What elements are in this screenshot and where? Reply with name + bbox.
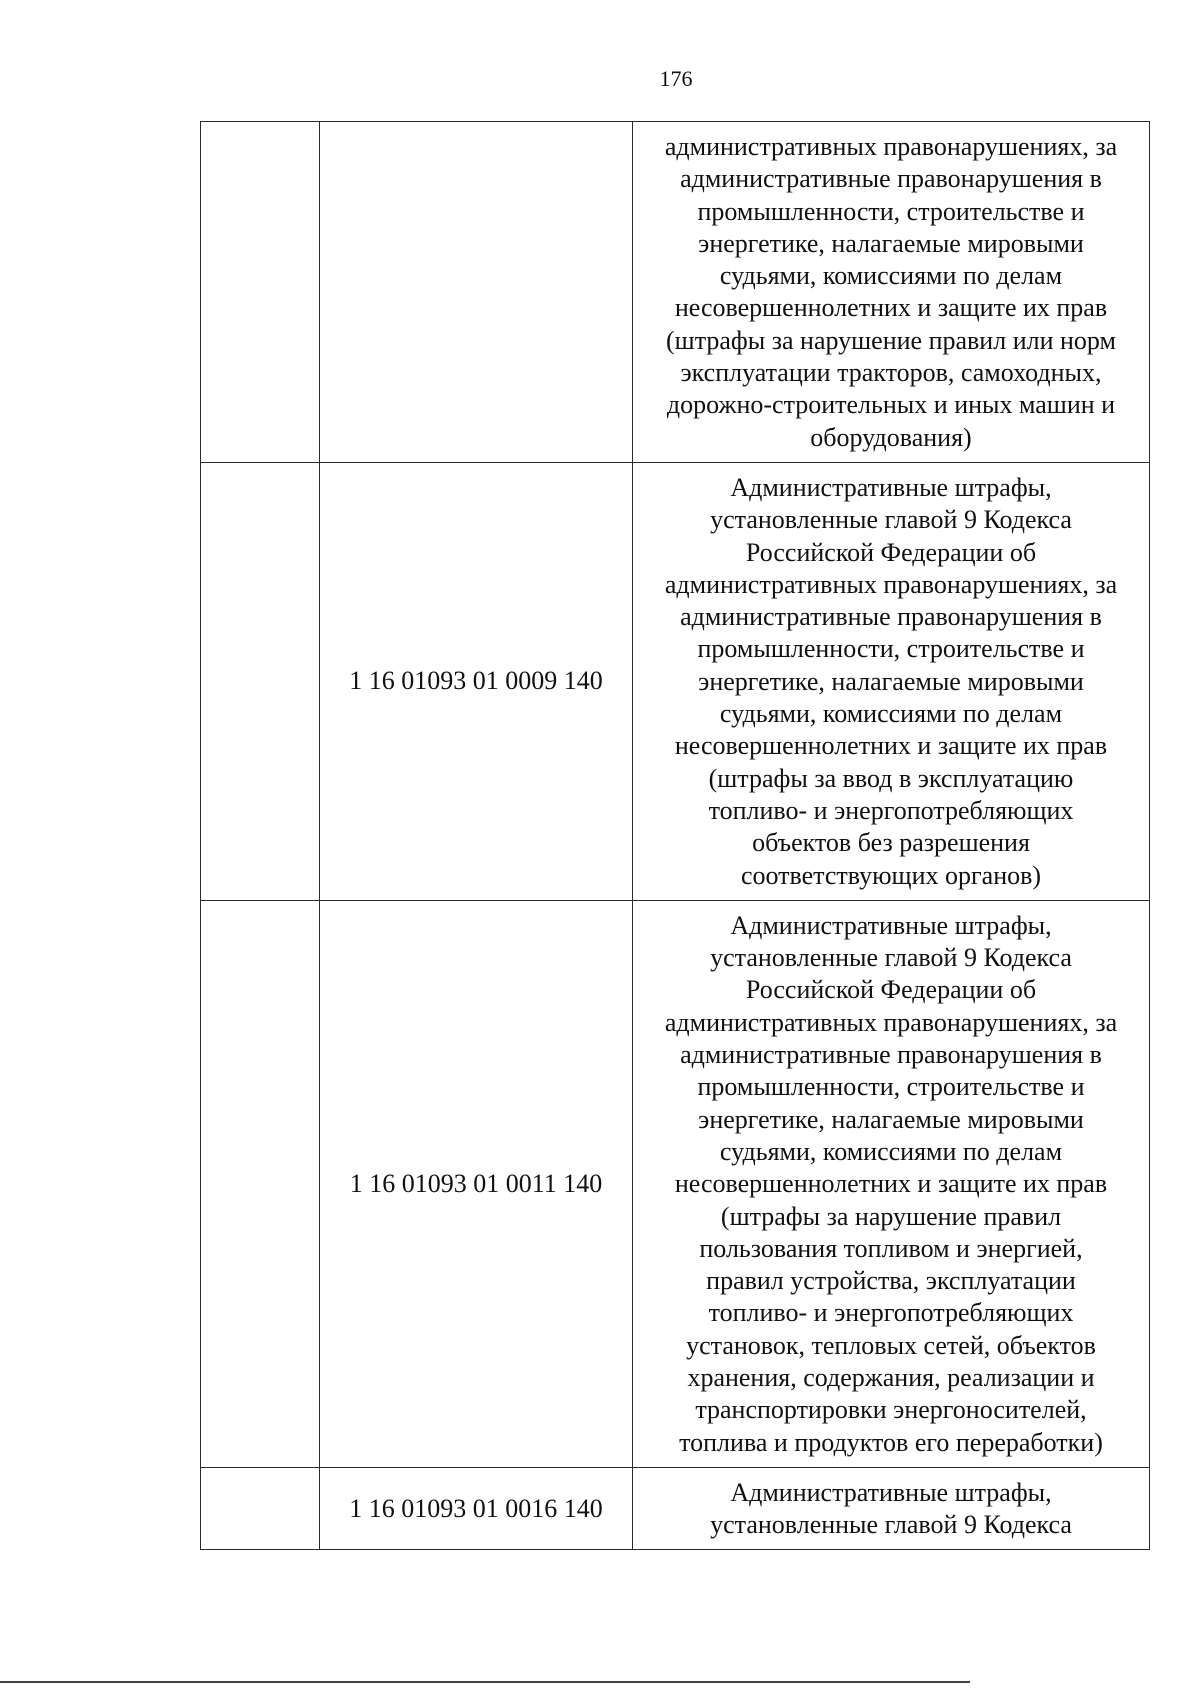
- income-name-line: Российской Федерации об: [745, 975, 1037, 1005]
- income-name-line: Административные штрафы,: [730, 910, 1052, 940]
- income-name-line: (штрафы за ввод в эксплуатацию: [708, 763, 1074, 793]
- income-name-line: промышленности, строительстве и: [697, 1072, 1085, 1102]
- income-name-line: оборудования): [810, 422, 972, 452]
- income-name-cell: [633, 122, 1150, 463]
- table-body: [201, 122, 1150, 1550]
- row-number-cell: [201, 1467, 320, 1550]
- budget-code-cell: 1 16 01093 01 0011 140: [320, 900, 633, 1467]
- bottom-rule: [0, 1681, 970, 1683]
- budget-code-cell: 1 16 01093 01 0016 140: [320, 1467, 633, 1550]
- table-row: [201, 1467, 1150, 1550]
- income-name-line: правил устройства, эксплуатации: [706, 1266, 1076, 1296]
- income-name-line: установленные главой 9 Кодекса: [710, 505, 1072, 535]
- income-name-line: судьями, комиссиями по делам: [719, 261, 1063, 291]
- income-name-cell: [633, 900, 1150, 1467]
- income-name-line: топливо- и энергопотребляющих: [708, 1298, 1074, 1328]
- income-name-line: несовершеннолетних и защите их прав: [674, 293, 1108, 323]
- budget-classification-table: [200, 121, 1150, 1550]
- income-name-line: эксплуатации тракторов, самоходных,: [680, 358, 1102, 388]
- income-name-line: соответствующих органов): [740, 860, 1042, 890]
- income-name-line: судьями, комиссиями по делам: [719, 1136, 1063, 1166]
- row-number-cell: [201, 900, 320, 1467]
- income-name-line: промышленности, строительстве и: [697, 196, 1085, 226]
- income-name-line: административных правонарушениях, за: [664, 132, 1118, 161]
- income-name-line: Административные штрафы,: [730, 1477, 1052, 1507]
- income-name-line: топлива и продуктов его переработки): [679, 1427, 1103, 1457]
- income-name-line: административных правонарушениях, за: [664, 1007, 1118, 1037]
- row-number-cell: [201, 122, 320, 463]
- income-name-line: административные правонарушения в: [680, 1040, 1102, 1070]
- row-number-cell: [201, 462, 320, 900]
- income-name-line: установленные главой 9 Кодекса: [710, 943, 1072, 973]
- table-row: [201, 462, 1150, 900]
- income-name-line: (штрафы за нарушение правил или норм: [666, 325, 1116, 355]
- income-name-line: топливо- и энергопотребляющих: [708, 795, 1074, 825]
- income-name-line: административных правонарушениях, за: [664, 569, 1118, 599]
- income-name-line: объектов без разрешения: [752, 828, 1030, 858]
- income-name-line: несовершеннолетних и защите их прав: [674, 1169, 1108, 1199]
- page-number: 176: [659, 66, 693, 91]
- income-name-line: энергетике, налагаемые мировыми: [698, 666, 1084, 696]
- income-name-line: промышленности, строительстве и: [697, 634, 1085, 664]
- budget-code-cell: 1 16 01093 01 0009 140: [320, 462, 633, 900]
- income-name-line: энергетике, налагаемые мировыми: [698, 1104, 1084, 1134]
- budget-code-cell: [320, 122, 633, 463]
- income-name-line: судьями, комиссиями по делам: [719, 699, 1063, 729]
- income-name-line: дорожно-строительных и иных машин и: [666, 390, 1116, 420]
- income-name-line: транспортировки энергоносителей,: [695, 1395, 1087, 1425]
- income-name-line: энергетике, налагаемые мировыми: [698, 228, 1084, 258]
- table-row: [201, 122, 1150, 463]
- income-name-line: установленные главой 9 Кодекса: [710, 1510, 1072, 1540]
- income-name-cell: [633, 462, 1150, 900]
- income-name-line: административные правонарушения в: [680, 164, 1102, 194]
- income-name-line: (штрафы за нарушение правил: [720, 1201, 1062, 1231]
- income-name-line: несовершеннолетних и защите их прав: [674, 731, 1108, 761]
- income-name-line: хранения, содержания, реализации и: [687, 1362, 1095, 1392]
- income-name-line: Административные штрафы,: [730, 472, 1052, 502]
- table-row: [201, 900, 1150, 1467]
- income-name-line: установок, тепловых сетей, объектов: [686, 1330, 1096, 1360]
- income-name-line: пользования топливом и энергией,: [699, 1233, 1083, 1263]
- income-name-line: Российской Федерации об: [745, 537, 1037, 567]
- income-name-line: административные правонарушения в: [680, 602, 1102, 632]
- income-name-cell: [633, 1467, 1150, 1550]
